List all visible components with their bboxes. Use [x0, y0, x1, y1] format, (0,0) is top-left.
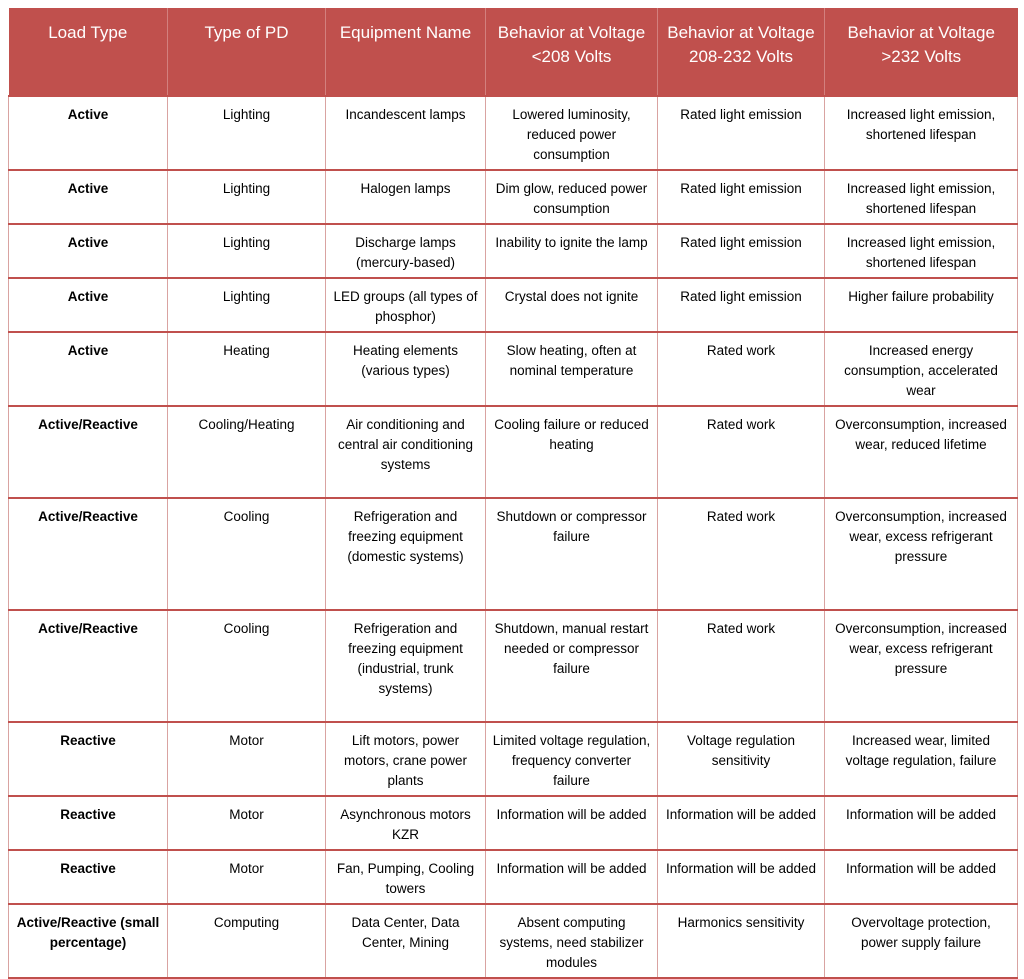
cell-equipment-name: Refrigeration and freezing equipment (domestic systems): [326, 498, 486, 610]
cell-type-of-pd: Motor: [168, 850, 326, 904]
cell-load-type: Active: [9, 170, 168, 224]
cell-behavior-rated: Information will be added: [658, 796, 825, 850]
cell-load-type: Active: [9, 96, 168, 170]
cell-behavior-high: Overconsumption, increased wear, reduced lifetime: [825, 406, 1018, 498]
cell-behavior-low: Lowered luminosity, reduced power consumption: [486, 96, 658, 170]
cell-type-of-pd: Cooling: [168, 498, 326, 610]
cell-equipment-name: Air conditioning and central air conditioning systems: [326, 406, 486, 498]
cell-behavior-low: Information will be added: [486, 796, 658, 850]
table-wrapper: [8, 8, 1017, 979]
cell-behavior-high: Higher failure probability: [825, 278, 1018, 332]
cell-load-type: Reactive: [9, 850, 168, 904]
cell-behavior-low: Shutdown or compressor failure: [486, 498, 658, 610]
cell-behavior-rated: Rated work: [658, 498, 825, 610]
cell-behavior-rated: Information will be added: [658, 850, 825, 904]
cell-type-of-pd: Motor: [168, 796, 326, 850]
cell-equipment-name: LED groups (all types of phosphor): [326, 278, 486, 332]
cell-load-type: Reactive: [9, 796, 168, 850]
cell-behavior-high: Increased light emission, shortened lifespan: [825, 170, 1018, 224]
header-row: [9, 8, 1018, 96]
cell-equipment-name: Halogen lamps: [326, 170, 486, 224]
cell-behavior-rated: Voltage regulation sensitivity: [658, 722, 825, 796]
cell-load-type: Reactive: [9, 722, 168, 796]
table-body: [9, 96, 1018, 978]
cell-behavior-high: Information will be added: [825, 796, 1018, 850]
cell-behavior-low: Crystal does not ignite: [486, 278, 658, 332]
cell-equipment-name: Data Center, Data Center, Mining: [326, 904, 486, 978]
cell-load-type: Active/Reactive: [9, 406, 168, 498]
cell-behavior-high: Overconsumption, increased wear, excess refrigerant pressure: [825, 498, 1018, 610]
cell-behavior-high: Increased energy consumption, accelerated wear: [825, 332, 1018, 406]
cell-load-type: Active/Reactive (small percentage): [9, 904, 168, 978]
cell-behavior-high: Increased wear, limited voltage regulation, failure: [825, 722, 1018, 796]
cell-behavior-rated: Rated light emission: [658, 170, 825, 224]
cell-behavior-low: Inability to ignite the lamp: [486, 224, 658, 278]
cell-behavior-low: Dim glow, reduced power consumption: [486, 170, 658, 224]
table-row: [9, 498, 1018, 610]
cell-load-type: Active/Reactive: [9, 610, 168, 722]
cell-load-type: Active: [9, 224, 168, 278]
table-row: [9, 170, 1018, 224]
cell-equipment-name: Lift motors, power motors, crane power plants: [326, 722, 486, 796]
header-behavior-208-232: Behavior at Voltage 208-232 Volts: [658, 8, 825, 96]
cell-behavior-rated: Rated light emission: [658, 278, 825, 332]
table-row: [9, 278, 1018, 332]
cell-behavior-low: Cooling failure or reduced heating: [486, 406, 658, 498]
header-type-of-pd: Type of PD: [168, 8, 326, 96]
table-row: [9, 224, 1018, 278]
header-behavior-above-232: Behavior at Voltage >232 Volts: [825, 8, 1018, 96]
cell-type-of-pd: Computing: [168, 904, 326, 978]
cell-equipment-name: Incandescent lamps: [326, 96, 486, 170]
cell-equipment-name: Fan, Pumping, Cooling towers: [326, 850, 486, 904]
cell-behavior-high: Increased light emission, shortened lifespan: [825, 224, 1018, 278]
cell-behavior-high: Overvoltage protection, power supply failure: [825, 904, 1018, 978]
header-load-type: Load Type: [9, 8, 168, 96]
cell-type-of-pd: Lighting: [168, 170, 326, 224]
cell-equipment-name: Refrigeration and freezing equipment (industrial, trunk systems): [326, 610, 486, 722]
cell-behavior-rated: Rated work: [658, 332, 825, 406]
cell-type-of-pd: Heating: [168, 332, 326, 406]
cell-behavior-low: Information will be added: [486, 850, 658, 904]
table-row: [9, 610, 1018, 722]
table-row: [9, 406, 1018, 498]
table-row: [9, 96, 1018, 170]
table-row: [9, 332, 1018, 406]
header-equipment-name: Equipment Name: [326, 8, 486, 96]
voltage-behavior-table: [8, 8, 1018, 979]
table-row: [9, 722, 1018, 796]
cell-behavior-low: Limited voltage regulation, frequency converter failure: [486, 722, 658, 796]
cell-behavior-high: Increased light emission, shortened lifespan: [825, 96, 1018, 170]
cell-equipment-name: Heating elements (various types): [326, 332, 486, 406]
cell-behavior-rated: Rated light emission: [658, 224, 825, 278]
cell-type-of-pd: Lighting: [168, 224, 326, 278]
table-header: [9, 8, 1018, 96]
cell-type-of-pd: Cooling/Heating: [168, 406, 326, 498]
cell-load-type: Active/Reactive: [9, 498, 168, 610]
table-row: [9, 850, 1018, 904]
cell-equipment-name: Asynchronous motors KZR: [326, 796, 486, 850]
cell-type-of-pd: Cooling: [168, 610, 326, 722]
cell-behavior-rated: Rated work: [658, 406, 825, 498]
cell-behavior-low: Absent computing systems, need stabilizer modules: [486, 904, 658, 978]
table-row: [9, 796, 1018, 850]
cell-behavior-high: Overconsumption, increased wear, excess refrigerant pressure: [825, 610, 1018, 722]
cell-load-type: Active: [9, 278, 168, 332]
cell-load-type: Active: [9, 332, 168, 406]
cell-behavior-high: Information will be added: [825, 850, 1018, 904]
cell-type-of-pd: Lighting: [168, 96, 326, 170]
cell-type-of-pd: Lighting: [168, 278, 326, 332]
cell-behavior-low: Slow heating, often at nominal temperature: [486, 332, 658, 406]
table-row: [9, 904, 1018, 978]
cell-behavior-rated: Rated work: [658, 610, 825, 722]
cell-behavior-rated: Rated light emission: [658, 96, 825, 170]
cell-behavior-rated: Harmonics sensitivity: [658, 904, 825, 978]
cell-type-of-pd: Motor: [168, 722, 326, 796]
cell-behavior-low: Shutdown, manual restart needed or compressor failure: [486, 610, 658, 722]
header-behavior-below-208: Behavior at Voltage <208 Volts: [486, 8, 658, 96]
cell-equipment-name: Discharge lamps (mercury-based): [326, 224, 486, 278]
